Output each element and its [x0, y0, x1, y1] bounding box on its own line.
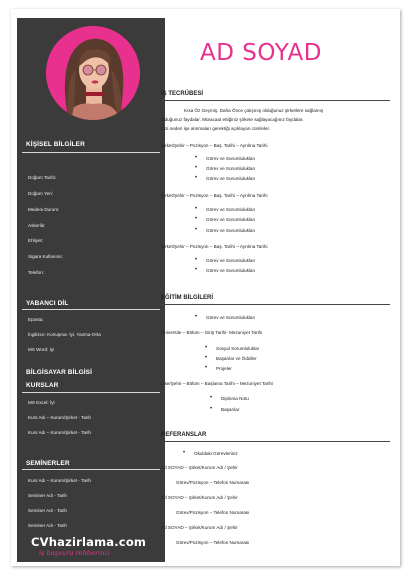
- summary-line: Sizi neden işe alınmaları gerektiği açıklayan cümleler.: [161, 126, 271, 131]
- course-item: Kurs Adı – Kurum/Şirket - Tarih: [28, 430, 91, 435]
- logo-text: CVhazirlama.com: [31, 535, 147, 549]
- reference-name: Ad SOYAD – Şirket/Kurum Adı / Şehir: [161, 465, 238, 470]
- highschool-line: Lise/Şehir – Bölüm – Başlama Tarihi – Mezuniyet Tarihi: [161, 381, 273, 386]
- field-marital-status: Medeni Durum:: [28, 207, 60, 212]
- seminar-item: Seminer Adı - Tarih: [28, 493, 67, 498]
- references-bullet: • Okuldaki Görevleriniz: [194, 451, 238, 456]
- divider: [161, 100, 390, 101]
- avatar: [46, 26, 140, 120]
- divider: [22, 152, 160, 153]
- course-item: Kurs Adı – Kurum/Şirket - Tarih: [28, 415, 91, 420]
- divider: [161, 441, 390, 442]
- university-line: Üniversite – Bölüm – Giriş Tarihi- Mezuniyet Tarihi: [161, 330, 263, 335]
- job-bullet: • Görev ve Sorumlulukları: [206, 258, 255, 263]
- experience-title: İŞ TECRÜBESİ: [161, 91, 204, 97]
- reference-role: Görev/Pozisyon – Telefon Numarası: [176, 510, 250, 515]
- field-birth-place: Doğum Yeri:: [28, 191, 54, 196]
- language-item: İngilizce: Konuşma- İyi, Yazma-Orta: [28, 332, 101, 337]
- seminar-item: Kurs Adı – Kurum/Şirket - Tarih: [28, 478, 91, 483]
- field-military: Askerlik:: [28, 223, 46, 228]
- field-phone: Telefon:: [28, 270, 45, 275]
- job-bullet: • Görev ve Sorumlulukları: [206, 156, 255, 161]
- job-bullet: • Görev ve Sorumlulukları: [206, 176, 255, 181]
- job-line: Şirket/Şehir – Pozisyon – Baş. Tarihi – Ayrılma Tarihi: [161, 244, 268, 249]
- divider: [22, 392, 160, 393]
- education-title: EĞİTİM BİLGİLERİ: [161, 295, 213, 301]
- university-bullet: • Sosyal Sorumluluklar: [216, 346, 259, 351]
- field-license: Ehliyet:: [28, 238, 44, 243]
- reference-role: Görev/Pozisyon – Telefon Numarası: [176, 480, 250, 485]
- profile-illustration: [46, 26, 140, 120]
- divider: [161, 304, 390, 305]
- seminar-item: Seminer Adı - Tarih: [28, 523, 67, 528]
- languages-title: YABANCI DİL: [26, 300, 69, 307]
- highschool-bullet: • Başarılar: [221, 407, 239, 412]
- seminar-item: Seminer Adı - Tarih: [28, 508, 67, 513]
- education-bullet: • Görev ve Sorumlulukları: [206, 315, 255, 320]
- summary-line: olduğunuz faydalar. Müracaat ettiğiniz şirkete sağlayacağınız faydalar.: [161, 117, 304, 122]
- references-title: REFERANSLAR: [161, 432, 207, 438]
- field-birth-date: Doğum Tarihi:: [28, 175, 57, 180]
- reference-name: Ad SOYAD – Şirket/Kurum Adı / Şehir: [161, 525, 238, 530]
- job-bullet: • Görev ve Sorumlulukları: [206, 268, 255, 273]
- divider: [22, 469, 160, 470]
- personal-info-title: KİŞİSEL BİLGİLER: [26, 141, 85, 148]
- reference-role: Görev/Pozisyon – Telefon Numarası: [176, 540, 250, 545]
- divider: [22, 309, 160, 310]
- sidebar: [17, 18, 165, 562]
- summary-line: Kısa Öz Geçmiş. Daha Önce çalışmış olduğunuz şirketlere sağlamış: [184, 108, 324, 113]
- job-bullet: • Görev ve Sorumlulukları: [206, 166, 255, 171]
- university-bullet: • Başarılar ve Ödüller: [216, 356, 257, 361]
- field-smoking: Sigara Kullanımı:: [28, 254, 63, 259]
- seminars-title: SEMİNERLER: [26, 460, 70, 467]
- highschool-bullet: • Diploma Notu: [221, 396, 249, 401]
- cv-page: [11, 9, 400, 566]
- job-bullet: • Görev ve Sorumlulukları: [206, 217, 255, 222]
- language-item: MS Word: İyi: [28, 347, 55, 352]
- reference-name: Ad SOYAD – Şirket/Kurum Adı / Şehir: [161, 495, 238, 500]
- logo-tagline: iş başvuru rehberiniz: [39, 549, 111, 557]
- university-bullet: • Projeler: [216, 366, 232, 371]
- computer-skills-title: BİLGİSAYAR BİLGİSİ: [26, 369, 92, 376]
- page-title: AD SOYAD: [200, 40, 322, 66]
- courses-title: KURSLAR: [26, 382, 59, 389]
- language-item: Epostа:: [28, 317, 44, 322]
- job-bullet: • Görev ve Sorumlulukları: [206, 207, 255, 212]
- job-bullet: • Görev ve Sorumlulukları: [206, 228, 255, 233]
- site-logo: [17, 535, 165, 562]
- job-line: Şirket/Şehir – Pozisyon – Baş. Tarihi – Ayrılma Tarihi: [161, 143, 268, 148]
- job-line: Şirket/Şehir – Pozisyon – Baş. Tarihi – Ayrılma Tarihi: [161, 193, 268, 198]
- course-item: MS Excel: İyi: [28, 400, 55, 405]
